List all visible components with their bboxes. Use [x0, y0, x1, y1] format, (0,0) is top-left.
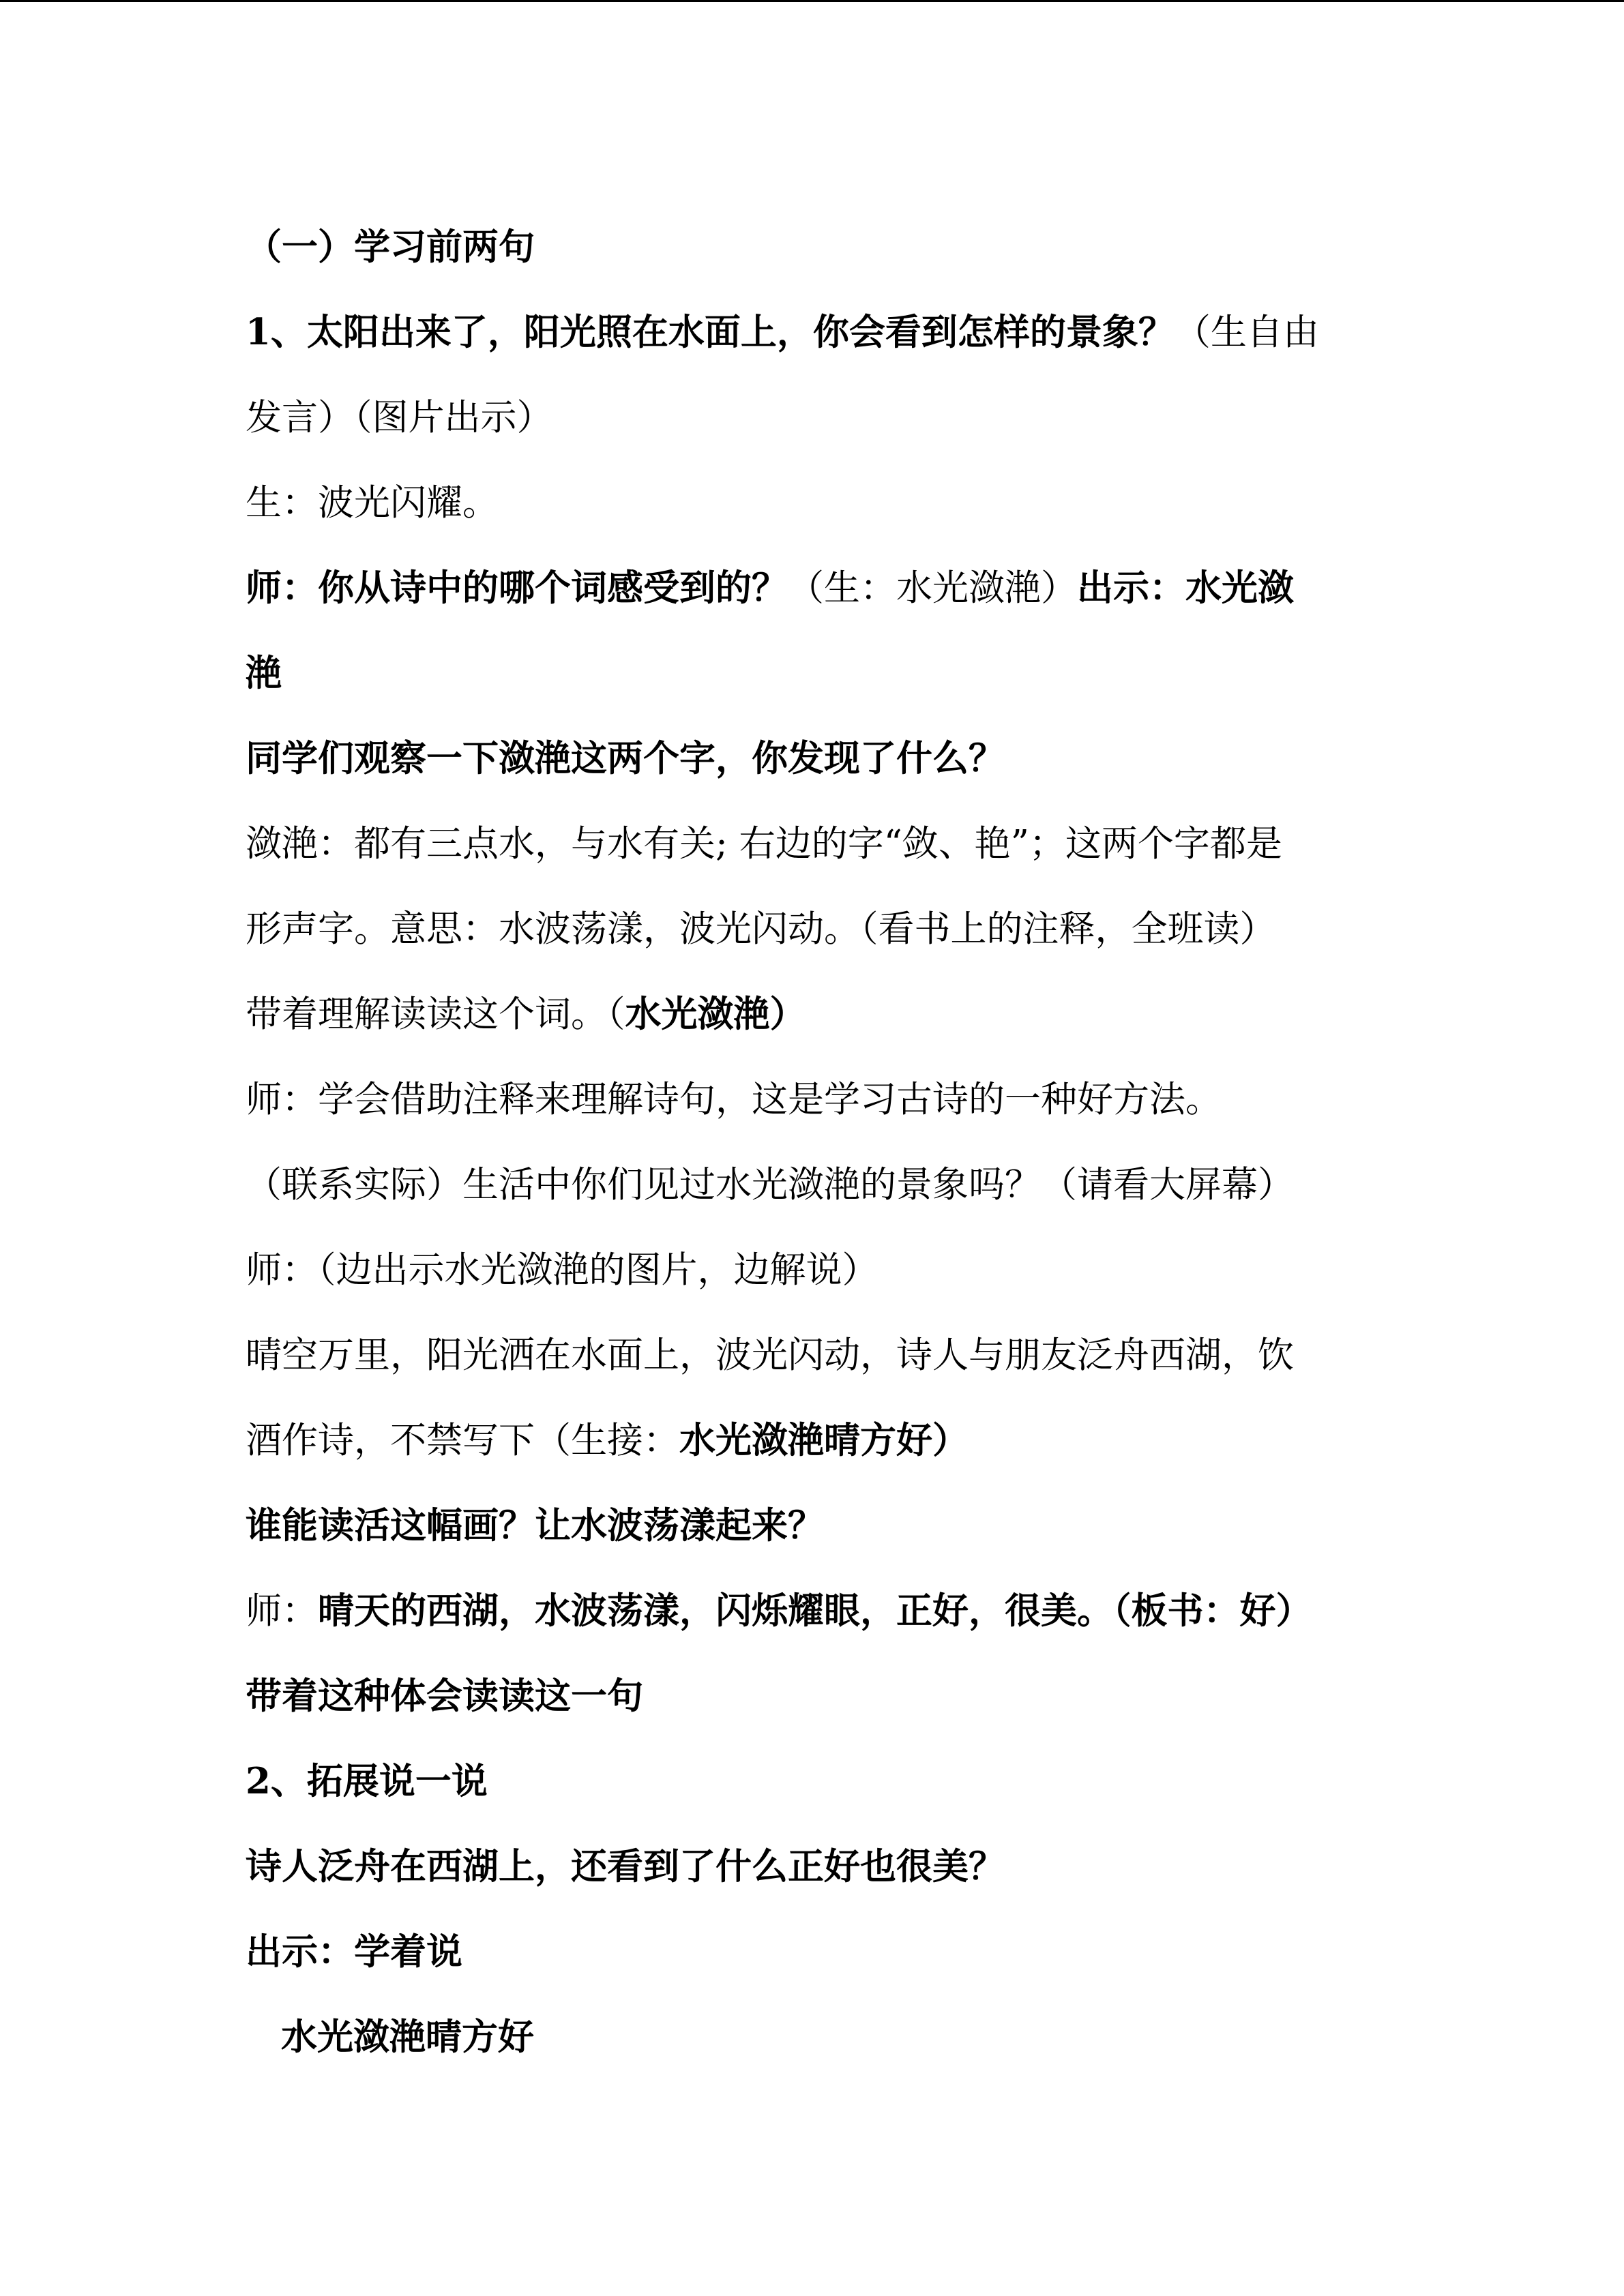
text-line-19 [246, 1739, 1385, 1824]
text-line-7 [246, 716, 1385, 801]
text-line-16 [246, 1483, 1385, 1568]
text-segment: （生：水光潋滟） [788, 567, 1077, 609]
text-segment: 水光潋滟） [625, 993, 806, 1035]
text-line-1 [246, 205, 1385, 290]
text-segment: 生：波光闪耀。 [246, 482, 499, 524]
text-segment: 滟 [246, 652, 282, 694]
text-line-11 [246, 1057, 1385, 1142]
text-line-22 [246, 1995, 1385, 2080]
text-line-13 [246, 1227, 1385, 1313]
text-segment: 出示：水光潋 [1077, 567, 1294, 609]
text-line-6 [246, 631, 1385, 716]
text-segment: 发言）（图片出示） [246, 397, 553, 438]
text-segment: 水光潋滟晴方好 [281, 2016, 534, 2058]
text-line-15 [246, 1398, 1385, 1483]
document-body [246, 205, 1385, 2080]
text-line-9 [246, 886, 1385, 972]
text-line-3 [246, 375, 1385, 460]
text-segment: 师：你从诗中的哪个词感受到的？ [246, 567, 788, 609]
text-line-10 [246, 972, 1385, 1057]
text-segment: 同学们观察一下潋滟这两个字，你发现了什么？ [246, 737, 1005, 779]
text-segment: 水光潋滟晴方好） [679, 1419, 969, 1461]
text-segment: 2、拓展说一说 [246, 1760, 488, 1802]
text-line-8 [246, 801, 1385, 886]
text-line-21 [246, 1909, 1385, 1995]
text-segment: （生自由 [1174, 312, 1319, 353]
text-segment: 酒作诗，不禁写下（生接： [246, 1420, 679, 1461]
text-segment: （一）学习前两句 [246, 226, 535, 268]
text-segment: 师：（边出示水光潋滟的图片，边解说） [246, 1249, 879, 1291]
text-segment: 形声字。意思：水波荡漾，波光闪动。（看书上的注释，全班读） [246, 908, 1276, 950]
text-line-5 [246, 546, 1385, 631]
top-border-rule [0, 0, 1624, 2]
text-segment: 带着这种体会读读这一句 [246, 1675, 643, 1717]
text-line-17 [246, 1568, 1385, 1654]
text-segment: 谁能读活这幅画？让水波荡漾起来？ [246, 1504, 824, 1547]
text-line-14 [246, 1313, 1385, 1398]
text-segment: （联系实际）生活中你们见过水光潋滟的景象吗？（请看大屏幕） [246, 1164, 1294, 1206]
text-line-18 [246, 1654, 1385, 1739]
text-line-2 [246, 290, 1385, 375]
text-segment: 潋滟：都有三点水，与水有关; 右边的字“敛、艳”；这两个字都是 [246, 823, 1282, 865]
text-line-4 [246, 460, 1385, 546]
text-segment: 师：学会借助注释来理解诗句，这是学习古诗的一种好方法。 [246, 1079, 1222, 1120]
text-segment: 带着理解读读这个词。（ [246, 994, 625, 1035]
text-segment: 出示：学着说 [246, 1930, 462, 1973]
text-segment: 晴天的西湖，水波荡漾，闪烁耀眼，正好，很美。（板书：好） [318, 1590, 1312, 1632]
text-segment: 晴空万里，阳光洒在水面上，波光闪动，诗人与朋友泛舟西湖，饮 [246, 1335, 1294, 1376]
text-segment: 师： [246, 1590, 318, 1632]
text-line-12 [246, 1142, 1385, 1227]
text-segment: 诗人泛舟在西湖上，还看到了什么正好也很美？ [246, 1845, 1005, 1888]
text-segment: 1、太阳出来了，阳光照在水面上，你会看到怎样的景象？ [246, 311, 1175, 353]
text-line-20 [246, 1824, 1385, 1909]
